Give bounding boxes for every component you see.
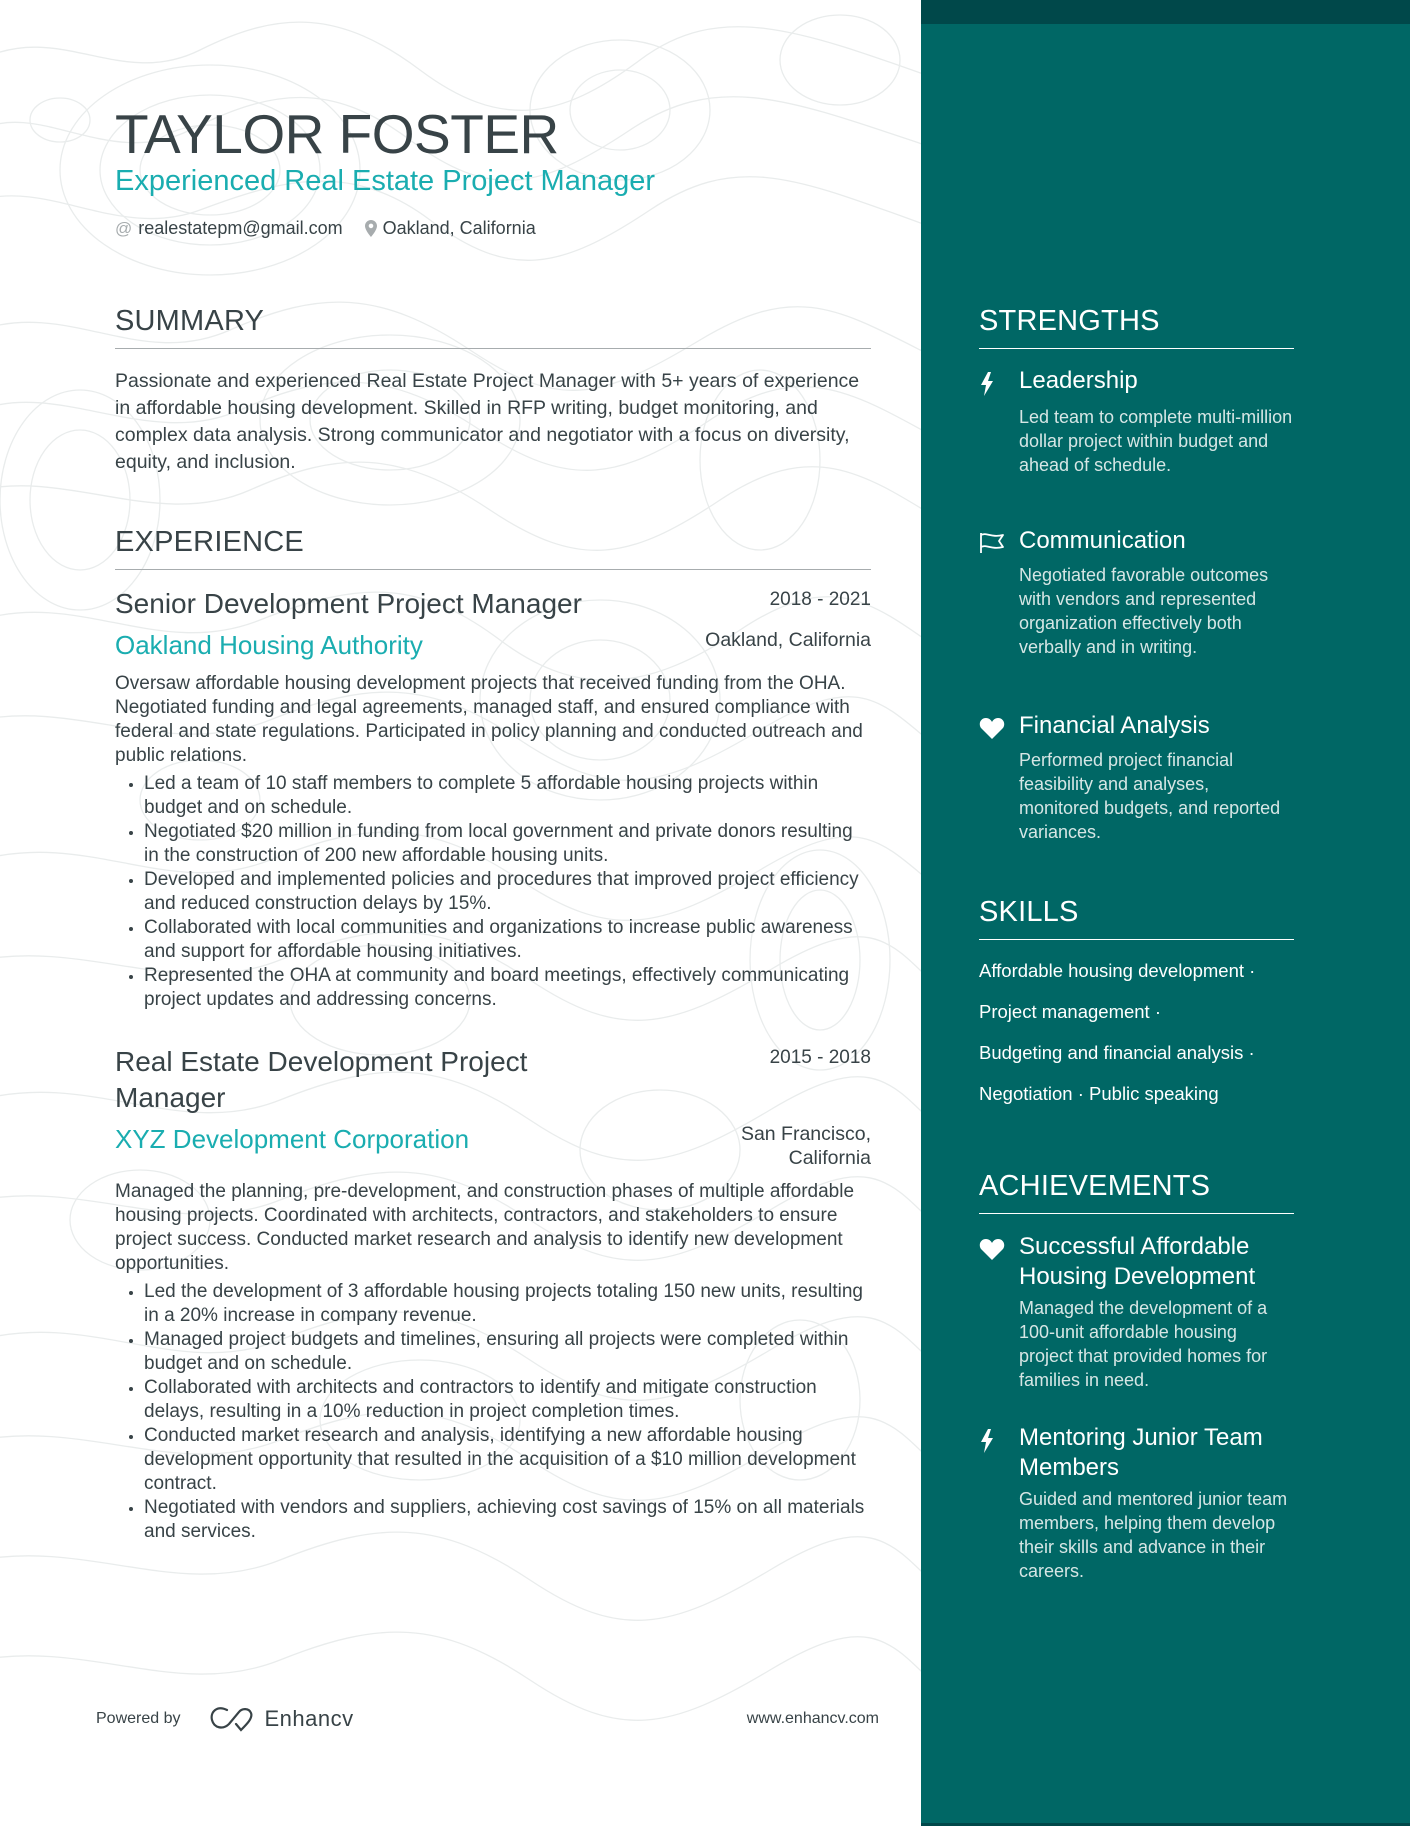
location-contact (365, 218, 536, 239)
footer (96, 1706, 879, 1732)
lightning-bolt-icon (979, 1423, 1019, 1458)
job-bullet: • Collaborated with architects and contractors to identify and mitigate construction delays, resulting in a 10% reduction in project completion times. (144, 1376, 871, 1424)
brand-name: Enhancv (264, 1706, 354, 1731)
heart-icon (979, 711, 1019, 744)
summary-heading: SUMMARY (115, 304, 871, 349)
enhancv-logo[interactable] (209, 1706, 354, 1732)
achievement-item (979, 1423, 1294, 1583)
achievement-title: Successful Affordable Housing Development (1019, 1233, 1256, 1290)
strength-title: Communication (1019, 527, 1186, 554)
achievement-description: Managed the development of a 100-unit affordable housing project that provided homes for families in need. (1019, 1298, 1268, 1390)
job-bullet: • Conducted market research and analysis, identifying a new affordable housing development opportunity that resulted in the acquisition of a $10 million development contract. (144, 1424, 871, 1496)
sidebar-top-band (921, 0, 1410, 24)
job-bullets (115, 1280, 871, 1544)
job-dates: 2018 - 2021 (769, 589, 871, 610)
location-text: Oakland, California (382, 218, 536, 238)
achievement-item (979, 1232, 1294, 1392)
footer-url[interactable]: www.enhancv.com (746, 1710, 879, 1727)
heart-icon (979, 1232, 1019, 1265)
job-bullet: • Represented the OHA at community and board meetings, effectively communicating project updates and addressing concerns. (144, 964, 871, 1012)
job-bullet: • Managed project budgets and timelines, ensuring all projects were completed within budget and on schedule. (144, 1328, 871, 1376)
strength-title: Leadership (1019, 367, 1138, 394)
strength-title: Financial Analysis (1019, 712, 1210, 739)
job-bullet: • Led a team of 10 staff members to complete 5 affordable housing projects within budget and on schedule. (144, 772, 871, 820)
achievement-title: Mentoring Junior Team Members (1019, 1424, 1263, 1481)
strength-item (979, 526, 1294, 659)
strength-description: Negotiated favorable outcomes with vendors and represented organization effectively both verbally and in writing. (1019, 565, 1269, 657)
skills-heading: SKILLS (979, 895, 1294, 940)
candidate-headline: Experienced Real Estate Project Manager (115, 165, 656, 197)
job-dates: 2015 - 2018 (769, 1047, 871, 1068)
strength-item (979, 711, 1294, 844)
job-bullet: • Developed and implemented policies and procedures that improved project efficiency and reduced construction delays by 15%. (144, 868, 871, 916)
job-bullet: • Negotiated with vendors and suppliers, achieving cost savings of 15% on all materials and services. (144, 1496, 871, 1544)
strength-item (979, 366, 1294, 477)
flag-icon (979, 526, 1019, 559)
job-company: Oakland Housing Authority (115, 630, 423, 660)
lightning-bolt-icon (979, 366, 1019, 401)
job-location: Oakland, California (705, 629, 871, 651)
strength-description: Performed project financial feasibility and analyses, monitored budgets, and reported variances. (1019, 750, 1281, 842)
email-text: realestatepm@gmail.com (138, 218, 343, 238)
achievements-heading: ACHIEVEMENTS (979, 1169, 1294, 1214)
job-bullet: • Led the development of 3 affordable housing projects totaling 150 new units, resulting in a 20% increase in company revenue. (144, 1280, 871, 1328)
strengths-heading: STRENGTHS (979, 304, 1294, 349)
map-pin-icon (365, 220, 377, 237)
skill-line: Budgeting and financial analysis · (979, 1042, 1255, 1063)
strength-description: Led team to complete multi-million dollar project within budget and ahead of schedule. (1019, 407, 1293, 475)
job-description: Managed the planning, pre-development, and construction phases of multiple affordable housing projects. Coordinated with architects, contractors, and stakeholders to ensure project success. Conducted market research and analysis to identify new development opportunities. (115, 1181, 855, 1274)
job-entry (115, 1044, 871, 1544)
skill-line: Negotiation · Public speaking (979, 1083, 1219, 1104)
skill-line: Affordable housing development · (979, 960, 1256, 981)
skill-line: Project management · (979, 1001, 1162, 1022)
skills-list (979, 959, 1294, 1123)
candidate-name: TAYLOR FOSTER (115, 103, 559, 165)
summary-text: Passionate and experienced Real Estate Project Manager with 5+ years of experience in affordable housing development. Skilled in RFP writing, budget monitoring, and complex data analysis. Strong communicator and negotiator with a focus on diversity, equity, and inclusion. (115, 370, 860, 473)
at-sign-icon: @ (115, 218, 133, 238)
job-entry (115, 586, 871, 1012)
achievement-description: Guided and mentored junior team members, helping them develop their skills and advance in their careers. (1019, 1489, 1288, 1581)
contact-info (115, 218, 558, 239)
sidebar (921, 0, 1410, 1826)
job-bullet: • Negotiated $20 million in funding from local government and private donors resulting in the construction of 200 new affordable housing units. (144, 820, 871, 868)
job-title: Senior Development Project Manager (115, 588, 582, 619)
job-company: XYZ Development Corporation (115, 1124, 470, 1154)
job-bullets (115, 772, 871, 1012)
job-bullet: • Collaborated with local communities and organizations to increase public awareness and support for affordable housing initiatives. (144, 916, 871, 964)
experience-heading: EXPERIENCE (115, 525, 871, 570)
enhancv-logo-icon (209, 1706, 255, 1732)
powered-by-label: Powered by (96, 1710, 181, 1727)
job-location: San Francisco, California (740, 1123, 871, 1169)
job-description: Oversaw affordable housing development projects that received funding from the OHA. Negotiated funding and legal agreements, managed staff, and ensured compliance with federal and state regulations. Participated in policy planning and conducted outreach and public relations. (115, 673, 863, 766)
job-title: Real Estate Development Project Manager (115, 1046, 528, 1113)
email-contact[interactable] (115, 218, 343, 239)
